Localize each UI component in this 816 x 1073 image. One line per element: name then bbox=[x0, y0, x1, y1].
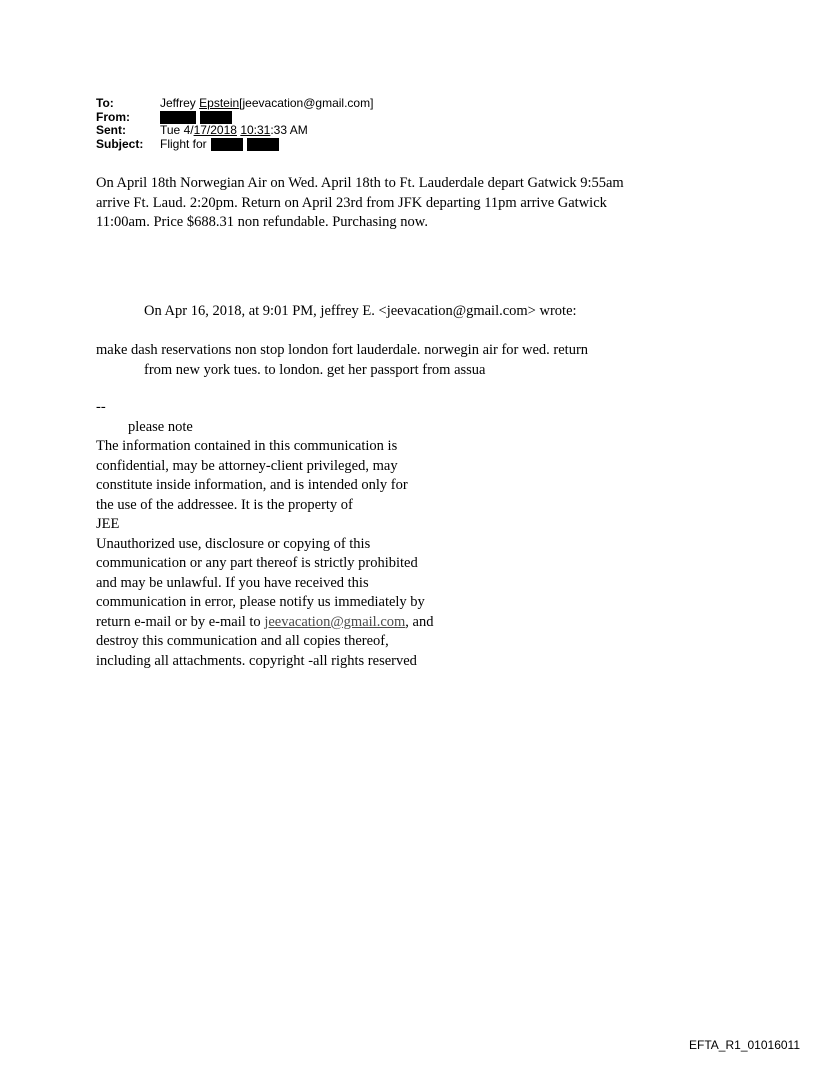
body-line: arrive Ft. Laud. 2:20pm. Return on April 23rd from JFK departing 11pm arrive Gatwick bbox=[96, 194, 607, 211]
subject-label: Subject: bbox=[96, 136, 144, 151]
sent-label: Sent: bbox=[96, 123, 126, 137]
quoted-line: make dash reservations non stop london fort lauderdale. norwegin air for wed. return bbox=[96, 342, 589, 358]
redaction-box bbox=[247, 138, 279, 151]
redaction-box bbox=[200, 111, 232, 124]
subject-row bbox=[96, 138, 373, 152]
disclaimer-text: return e-mail or by e-mail to bbox=[96, 613, 265, 630]
sent-value bbox=[160, 124, 308, 138]
disclaimer-line: JEE bbox=[96, 516, 120, 532]
to-name-first: Jeffrey bbox=[160, 96, 196, 110]
subject-value bbox=[160, 138, 279, 152]
document-id: EFTA_R1_01016011 bbox=[689, 1038, 800, 1052]
to-row bbox=[96, 97, 373, 111]
body-line: 11:00am. Price $688.31 non refundable. Purchasing now. bbox=[96, 214, 428, 230]
quoted-message bbox=[96, 341, 588, 380]
disclaimer-line: including all attachments. copyright -all rights reserved bbox=[96, 652, 417, 669]
from-label: From: bbox=[96, 109, 130, 124]
sent-part: 17/2018 bbox=[193, 123, 237, 137]
from-row bbox=[96, 111, 373, 125]
redaction-box bbox=[211, 138, 243, 151]
subject-text: Flight for bbox=[160, 136, 207, 151]
disclaimer-line: Unauthorized use, disclosure or copying of this bbox=[96, 535, 371, 552]
disclaimer-line bbox=[96, 613, 433, 633]
redaction-box bbox=[160, 111, 196, 124]
disclaimer-text: , and bbox=[405, 613, 434, 630]
sent-part: 10:31 bbox=[240, 123, 271, 137]
to-email: [jeevacation@gmail.com] bbox=[239, 96, 374, 110]
sent-part: Tue 4/ bbox=[160, 123, 194, 137]
to-value bbox=[160, 97, 373, 111]
disclaimer-line: communication in error, please notify us immediately by bbox=[96, 594, 425, 610]
email-header bbox=[96, 97, 373, 151]
email-link[interactable]: jeevacation@gmail.com bbox=[264, 613, 406, 630]
disclaimer-line: and may be unlawful. If you have received this bbox=[96, 574, 369, 591]
signature-note: please note bbox=[128, 418, 193, 435]
body-line: On April 18th Norwegian Air on Wed. April 18th to Ft. Lauderdale depart Gatwick 9:55am bbox=[96, 175, 624, 191]
quoted-intro: On Apr 16, 2018, at 9:01 PM, jeffrey E. <jeevacation@gmail.com> wrote: bbox=[144, 303, 577, 319]
sent-part: :33 AM bbox=[270, 123, 308, 137]
from-value bbox=[160, 111, 232, 125]
disclaimer-line: destroy this communication and all copies thereof, bbox=[96, 633, 389, 649]
disclaimer-line: confidential, may be attorney-client privileged, may bbox=[96, 457, 398, 474]
to-label: To: bbox=[96, 96, 114, 110]
sent-row bbox=[96, 124, 373, 138]
disclaimer-line: The information contained in this communication is bbox=[96, 438, 398, 454]
signature-disclaimer bbox=[96, 398, 433, 671]
to-name-last: Epstein bbox=[199, 96, 240, 110]
message-body bbox=[96, 174, 624, 233]
quoted-line: from new york tues. to london. get her passport from assua bbox=[144, 361, 486, 378]
signature-dashes: -- bbox=[96, 399, 106, 415]
disclaimer-line: constitute inside information, and is intended only for bbox=[96, 477, 408, 493]
disclaimer-line: communication or any part thereof is strictly prohibited bbox=[96, 555, 418, 571]
disclaimer-line: the use of the addressee. It is the property of bbox=[96, 496, 353, 513]
